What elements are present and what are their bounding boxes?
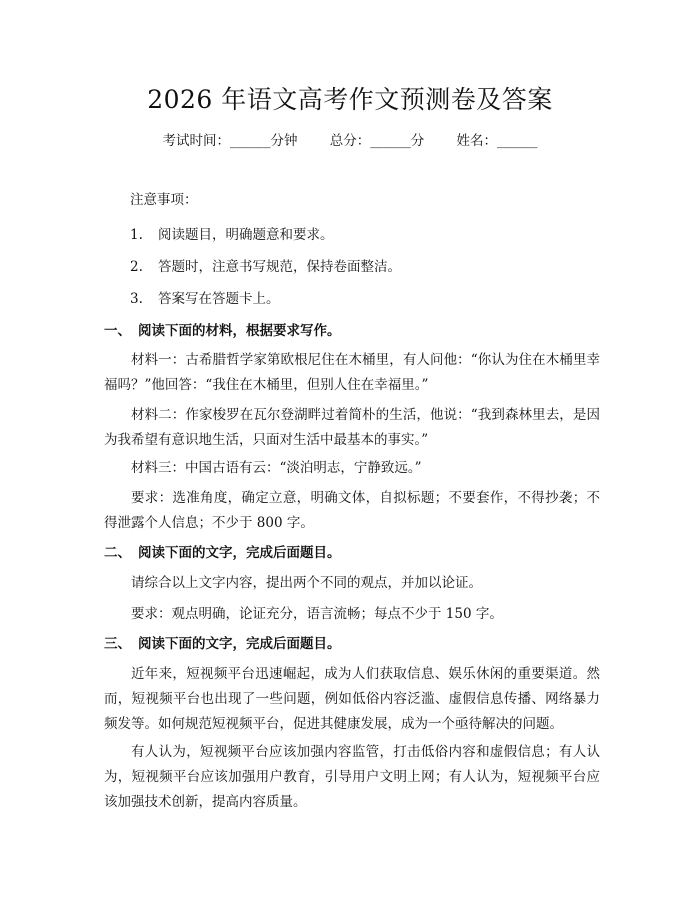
section-heading <box>104 634 341 654</box>
note-item <box>130 289 280 309</box>
paragraph: 要求：选准角度，确定立意，明确文体，自拟标题；不要套作，不得抄袭；不得泄露个人信息；不少于 800 字。 <box>104 490 600 531</box>
notes-heading: 注意事项： <box>130 192 198 208</box>
paragraph: 要求：观点明确，论证充分，语言流畅；每点不少于 150 字。 <box>131 606 503 622</box>
note-text: 答案写在答题卡上。 <box>158 291 280 307</box>
paragraph: 材料三：中国古语有云：“淡泊明志，宁静致远。” <box>131 460 422 476</box>
exam-meta-line <box>0 131 700 151</box>
section-title: 阅读下面的材料，根据要求写作。 <box>138 323 341 339</box>
section-heading <box>104 321 341 341</box>
section-number: 二、 <box>104 545 131 561</box>
total-score-field: 总分：______分 <box>329 133 425 149</box>
student-name-field: 姓名：______ <box>456 133 538 149</box>
note-number: 3. <box>130 291 143 307</box>
paragraph: 有人认为，短视频平台应该加强内容监管，打击低俗内容和虚假信息；有人认为，短视频平台应该加强用户教育，引导用户文明上网；有人认为，短视频平台应该加强技术创新，提高内容质量。 <box>104 744 600 810</box>
exam-time-field: 考试时间：______分钟 <box>162 133 298 149</box>
note-number: 2. <box>130 259 143 275</box>
note-number: 1. <box>130 227 143 243</box>
paragraph: 材料二：作家梭罗在瓦尔登湖畔过着简朴的生活，他说：“我到森林里去，是因为我希望有意识地生活，只面对生活中最基本的事实。” <box>104 407 600 448</box>
paragraph: 请综合以上文字内容，提出两个不同的观点，并加以论证。 <box>131 575 482 591</box>
section-title: 阅读下面的文字，完成后面题目。 <box>138 545 341 561</box>
paragraph: 近年来，短视频平台迅速崛起，成为人们获取信息、娱乐休闲的重要渠道。然而，短视频平台也出现了一些问题，例如低俗内容泛滥、虚假信息传播、网络暴力频发等。如何规范短视频平台，促进其健康发展，成为一个亟待解决的问题。 <box>104 666 600 732</box>
section-number: 三、 <box>104 636 131 652</box>
note-item <box>130 225 334 245</box>
note-text: 阅读题目，明确题意和要求。 <box>158 227 334 243</box>
section-title: 阅读下面的文字，完成后面题目。 <box>138 636 341 652</box>
page-title: 2026 年语文高考作文预测卷及答案 <box>147 85 553 114</box>
note-text: 答题时，注意书写规范，保持卷面整洁。 <box>158 259 401 275</box>
section-number: 一、 <box>104 323 131 339</box>
section-heading <box>104 543 341 563</box>
note-item <box>130 257 401 277</box>
paragraph: 材料一：古希腊哲学家第欧根尼住在木桶里，有人问他：“你认为住在木桶里幸福吗？”他回答：“我住在木桶里，但别人住在幸福里。” <box>104 352 600 393</box>
